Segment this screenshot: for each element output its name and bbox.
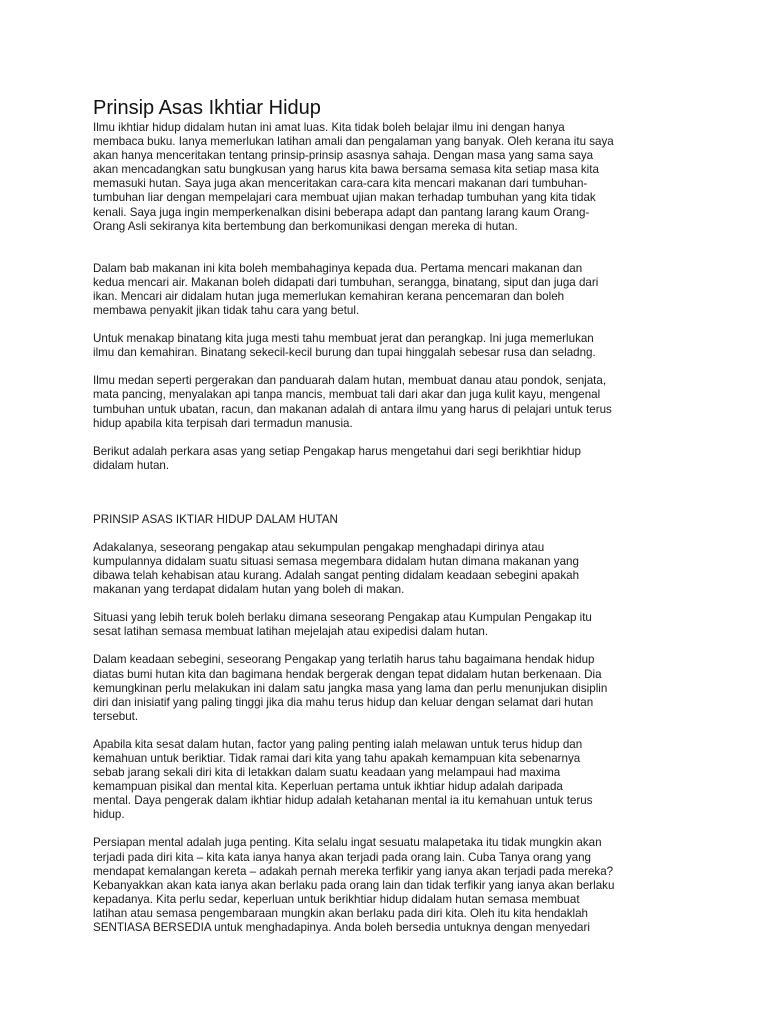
section-heading: PRINSIP ASAS IKTIAR HIDUP DALAM HUTAN — [93, 512, 338, 526]
spacer — [93, 431, 693, 445]
paragraph-apabila: Apabila kita sesat dalam hutan, factor yang paling penting ialah melawan untuk terus hidup dan kemahuan untuk beriktiar. Tidak ramai dari kita yang tahu apakah kemampuan kita sebenarnya sebab jarang sekali diri kita di letakkan dalam suatu keadaan yang melampaui had maxima kemampuan pisikal dan mental kita. Keperluan pertama untuk ikhtiar hidup adalah daripada mental. Daya pengerak dalam ikhtiar hidup adalah ketahanan mental ia itu kemahuan untuk terus hidup. — [93, 737, 593, 822]
spacer — [93, 360, 693, 374]
spacer — [93, 234, 693, 262]
spacer — [93, 639, 693, 653]
paragraph-situasi: Situasi yang lebih teruk boleh berlaku dimana seseorang Pengakap atau Kumpulan Pengakap itu sesat latihan semasa membuat latihan mejelajah atau exipedisi dalam hutan. — [93, 611, 592, 639]
page-title: Prinsip Asas Ikhtiar Hidup — [93, 97, 321, 119]
spacer — [93, 473, 693, 513]
paragraph-makanan: Dalam bab makanan ini kita boleh membahaginya kepada dua. Pertama mencari makanan dan kedua mencari air. Makanan boleh didapati dari tumbuhan, serangga, binatang, siput dan juga dari ikan. Mencari air didalam hutan juga memerlukan kemahiran kerana pencemaran dan boleh membawa penyakit jikan tidak tahu cara yang betul. — [93, 261, 599, 318]
document-page — [93, 96, 693, 935]
paragraph-persiapan: Persiapan mental adalah juga penting. Kita selalu ingat sesuatu malapetaka itu tidak mungkin akan terjadi pada diri kita – kita kata ianya hanya akan terjadi pada orang lain. Cuba Tanya orang yang mendapat kemalangan kereta – adakah pernah mereka terfikir yang ianya akan terjadi pada mereka? Kebanyakkan akan kata ianya akan berlaku pada orang lain dan tidak terfikir yang ianya akan berlaku kepadanya. Kita perlu sedar, keperluan untuk berikhtiar hidup didalam hutan semasa membuat latihan atau semasa pengembaraan mungkin akan berlaku pada diri kita. Oleh itu kita hendaklah SENTIASA BERSEDIA untuk menghadapinya. Anda boleh bersedia untuknya dengan menyedari — [93, 836, 615, 935]
paragraph-berikut: Berikut adalah perkara asas yang setiap Pengakap harus mengetahui dari segi berikhtiar hidup didalam hutan. — [93, 444, 581, 472]
intro-paragraph: Ilmu ikhtiar hidup didalam hutan ini amat luas. Kita tidak boleh belajar ilmu ini dengan hanya membaca buku. Ianya memerlukan latihan amali dan pengalaman yang banyak. Oleh kerana itu saya akan hanya menceritakan tentang prinsip-prinsip asasnya sahaja. Dengan masa yang sama saya akan mencadangkan satu bungkusan yang harus kita bawa bersama semasa kita setiap masa kita memasuki hutan. Saya juga akan menceritakan cara-cara kita mencari makanan dari tumbuhan- tumbuhan liar dengan mempelajari cara membuat ujian makan terhadap tumbuhan yang kita tidak kenali. Saya juga ingin memperkenalkan disini beberapa adapt dan pantang larang kaum Orang- Orang Asli sekiranya kita bertembung dan berkomunikasi dengan mereka di hutan. — [93, 121, 614, 233]
paragraph-ilmu-medan: Ilmu medan seperti pergerakan dan panduarah dalam hutan, membuat danau atau pondok, senjata, mata pancing, menyalakan api tanpa mancis, membuat tali dari akar dan juga kulit kayu, mengenal tumbuhan untuk ubatan, racun, dan makanan adalah di antara ilmu yang harus di pelajari untuk terus hidup apabila kita terpisah dari termadun manusia. — [93, 374, 612, 430]
spacer — [93, 822, 693, 836]
spacer — [93, 318, 693, 332]
spacer — [93, 724, 693, 738]
paragraph-binatang: Untuk menakap binatang kita juga mesti tahu membuat jerat dan perangkap. Ini juga memerlukan ilmu dan kemahiran. Binatang sekecil-kecil burung dan tupai hinggalah sebesar rusa dan seladng. — [93, 332, 596, 360]
spacer — [93, 597, 693, 611]
paragraph-keadaan: Dalam keadaan sebegini, seseorang Pengakap yang terlatih harus tahu bagaimana hendak hidup diatas bumi hutan kita dan bagimana hendak bergerak dengan tepat didalam hutan berkenaan. Dia kemungkinan perlu melakukan ini dalam satu jangka masa yang lama dan perlu menunjukan disiplin diri dan inisiatif yang paling tinggi jika dia mahu terus hidup dan keluar dengan selamat dari hutan tersebut. — [93, 653, 608, 723]
paragraph-adakalanya: Adakalanya, seseorang pengakap atau sekumpulan pengakap menghadapi dirinya atau kumpulannya didalam suatu situasi semasa megembara didalam hutan dimana makanan yang dibawa telah kehabisan atau kurang. Adalah sangat penting didalam keadaan sebegini apakah makanan yang terdapat didalam hutan yang boleh di makan. — [93, 540, 580, 597]
spacer — [93, 527, 693, 541]
